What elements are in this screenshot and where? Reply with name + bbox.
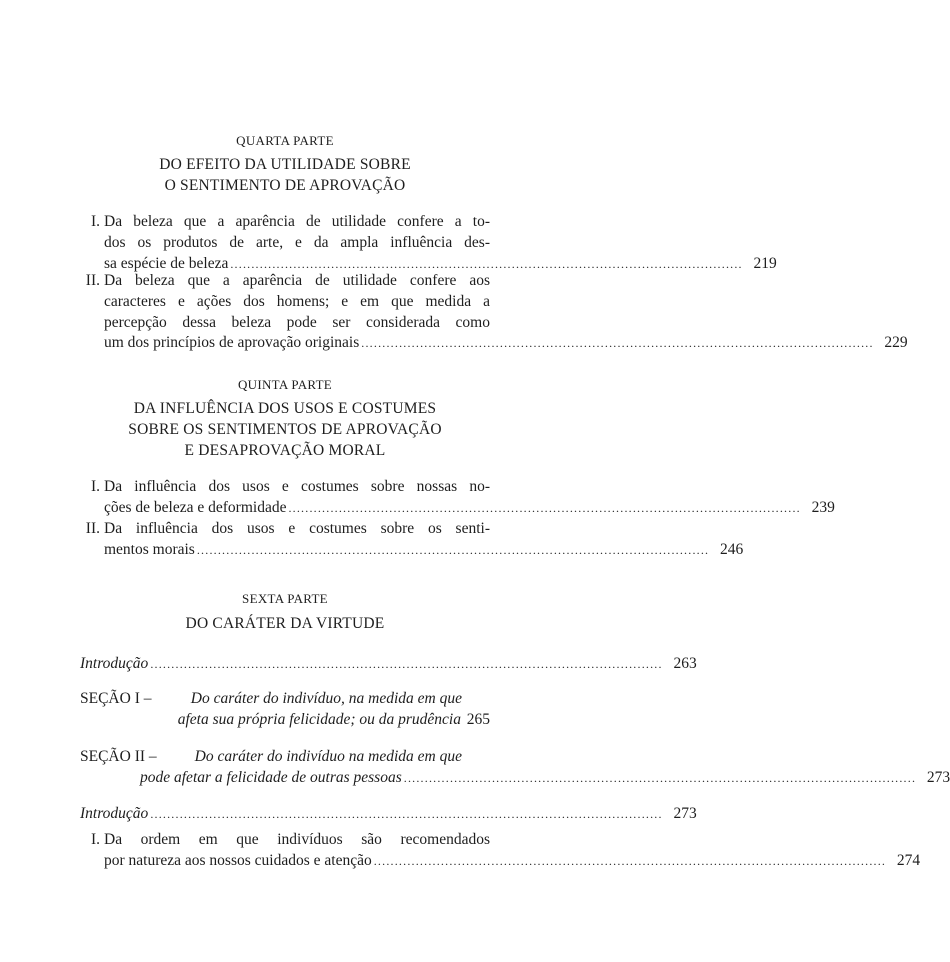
part4-item2-line1: Da beleza que a aparência de utilidade confere aos [104, 272, 490, 289]
leader-dots: .......................................................................................................................... [230, 257, 743, 271]
part5-label: QUINTA PARTE [237, 377, 333, 392]
part5-item2-line2[interactable] [104, 539, 744, 560]
part6-section1-prefix: SEÇÃO I – [80, 690, 152, 707]
part5-item2-page: 246 [720, 541, 744, 558]
part5-title-line1: DA INFLUÊNCIA DOS USOS E COSTUMES [133, 400, 437, 417]
leader-dots: .......................................................................................................................... [403, 771, 917, 785]
part4-title-line2: O SENTIMENTO DE APROVAÇÃO [164, 177, 406, 194]
part5-title-line3: E DESAPROVAÇÃO MORAL [184, 442, 386, 459]
part5-item1-line2-text: ções de beleza e deformidade [104, 499, 287, 516]
part4-item2-number: II. [85, 272, 100, 289]
part6-item1-page: 274 [896, 852, 921, 869]
part4-label: QUARTA PARTE [236, 133, 334, 148]
part6-section2-prefix: SEÇÃO II – [80, 748, 157, 765]
leader-dots: .......................................................................................................................... [150, 807, 663, 821]
part5-title-line2: SOBRE OS SENTIMENTOS DE APROVAÇÃO [128, 421, 442, 438]
part6-section1-line1: Do caráter do indivíduo, na medida em que [190, 690, 462, 707]
part6-intro1[interactable] [80, 653, 697, 674]
part4-item2-line2: caracteres e ações dos homens; e em que medida a [104, 293, 490, 310]
part4-item1-line1: Da beleza que a aparência de utilidade confere a to- [104, 213, 490, 230]
part4-item1-number: I. [90, 213, 100, 230]
leader-dots: .......................................................................................................................... [373, 854, 887, 868]
part4-item2-line4-text: um dos princípios de aprovação originais [104, 334, 360, 351]
leader-dots: .......................................................................................................................... [288, 501, 801, 515]
part4-item2-line3: percepção dessa beleza pode ser considerada como [104, 314, 490, 331]
part6-section2-page: 273 [926, 769, 950, 786]
part5-item1-number: I. [90, 478, 100, 495]
part6-section1-page: 265 [466, 711, 490, 728]
part5-item2-line2-text: mentos morais [104, 541, 195, 558]
part6-section1-line2[interactable]: afeta sua própria felicidade; ou da prudência [177, 711, 461, 728]
part6-section2-line1: Do caráter do indivíduo na medida em que [194, 748, 462, 765]
part5-item2-line1: Da influência dos usos e costumes sobre os senti- [104, 520, 490, 537]
part5-item1-page: 239 [811, 499, 835, 516]
part4-item1-line2: dos os produtos de arte, e da ampla influência des- [104, 234, 490, 251]
part4-item2-line4[interactable] [104, 332, 908, 353]
part4-item1-page: 219 [753, 255, 777, 272]
part6-intro1-text: Introdução [80, 655, 149, 672]
leader-dots: .......................................................................................................................... [150, 657, 663, 671]
part4-item2-page: 229 [884, 334, 908, 351]
part6-intro1-page: 263 [673, 655, 697, 672]
leader-dots: .......................................................................................................................... [196, 543, 710, 557]
part4-title-line1: DO EFEITO DA UTILIDADE SOBRE [159, 156, 411, 173]
leader-dots: .......................................................................................................................... [361, 336, 874, 350]
part6-item1-number: I. [90, 831, 100, 848]
part5-item2-number: II. [85, 520, 100, 537]
part6-intro2-text: Introdução [80, 805, 149, 822]
part5-item1-line1: Da influência dos usos e costumes sobre nossas no- [104, 478, 490, 495]
part5-item1-line2[interactable] [104, 497, 835, 518]
part6-intro2[interactable] [80, 803, 697, 824]
part6-section2-line2-text: pode afetar a felicidade de outras pessoas [140, 769, 402, 786]
part6-item1-line2[interactable] [104, 850, 921, 871]
part6-intro2-page: 273 [673, 805, 697, 822]
part6-title: DO CARÁTER DA VIRTUDE [185, 615, 385, 632]
part6-item1-line1: Da ordem em que indivíduos são recomendados [104, 831, 490, 848]
part6-item1-line2-text: por natureza aos nossos cuidados e atenção [104, 852, 372, 869]
part6-section2-line2[interactable] [140, 767, 950, 788]
part6-label: SEXTA PARTE [242, 591, 328, 606]
part4-item1-line3-text: sa espécie de beleza [104, 255, 229, 272]
